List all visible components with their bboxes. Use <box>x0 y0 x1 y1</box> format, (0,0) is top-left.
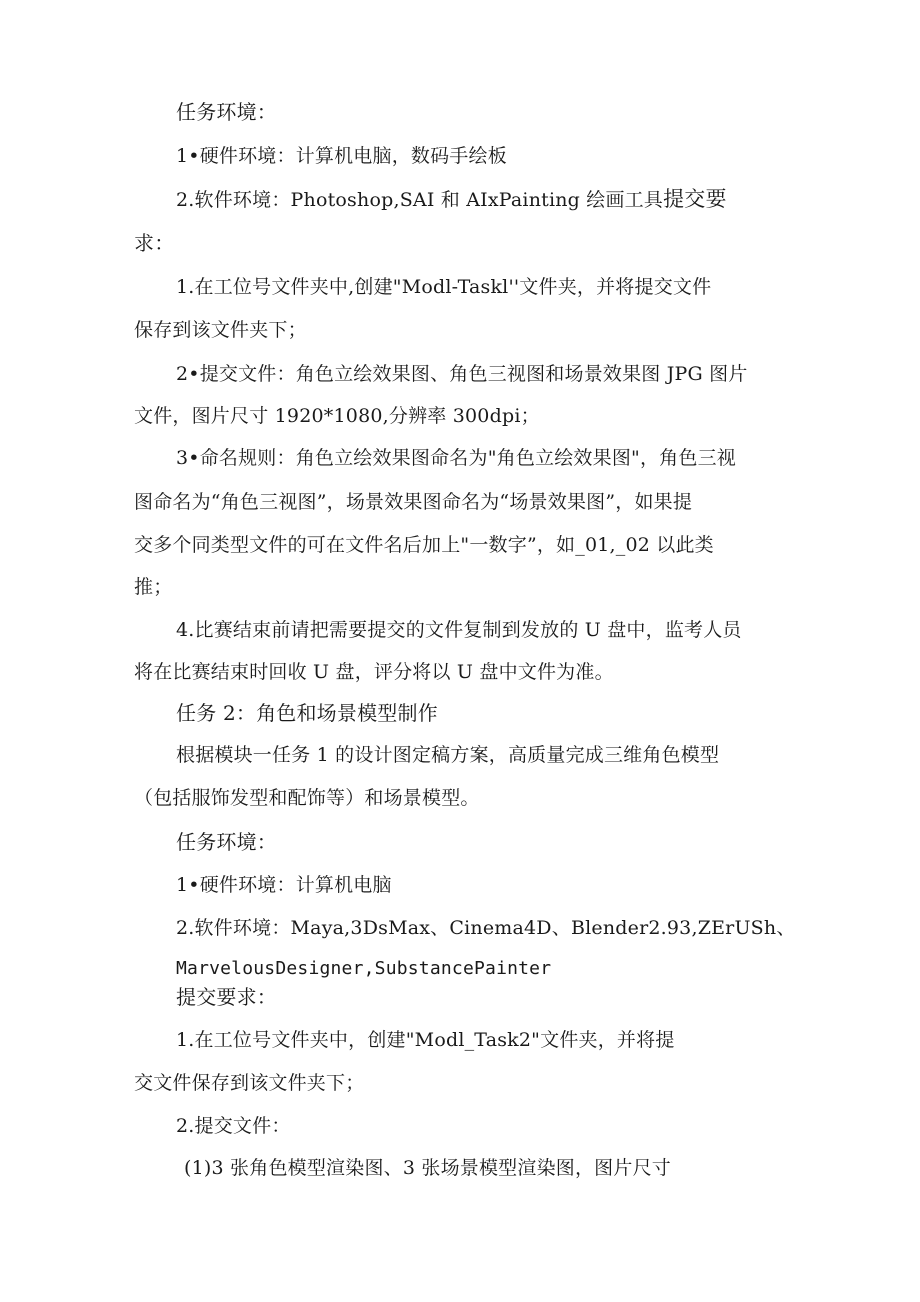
heading-task-environment-2: 任务环境： <box>176 830 277 854</box>
requirement-2-line-2: 文件，图片尺寸 1920*1080,分辨率 300dpi； <box>134 405 540 427</box>
software-environment-2-line-1: 2.软件环境：Maya,3DsMax、Cinema4D、Blender2.93,ZErUSh、 <box>176 917 796 939</box>
task-2-requirement-2: 2.提交文件： <box>176 1115 291 1137</box>
requirement-2-line-1: 2•提交文件：角色立绘效果图、角色三视图和场景效果图 JPG 图片 <box>176 363 748 385</box>
task-2-requirement-2-item-1: (1)3 张角色模型渲染图、3 张场景模型渲染图，图片尺寸 <box>184 1157 671 1179</box>
software-environment-2-line-2: MarvelousDesigner,SubstancePainter <box>176 958 552 979</box>
requirement-3-line-1: 3•命名规则：角色立绘效果图命名为"角色立绘效果图"，角色三视 <box>176 447 736 469</box>
submit-requirements-heading-2: 提交要求： <box>176 985 277 1009</box>
task-2-requirement-1-line-1: 1.在工位号文件夹中，创建"Modl_Task2"文件夹，并将提 <box>176 1029 675 1051</box>
submit-requirements-heading-part2: 求： <box>134 231 175 255</box>
task-2-description-line-1: 根据模块一任务 1 的设计图定稿方案，高质量完成三维角色模型 <box>176 744 720 766</box>
requirement-1-line-1: 1.在工位号文件夹中,创建"Modl-Taskl''文件夹，并将提交文件 <box>176 276 712 298</box>
hardware-environment-2: 1•硬件环境：计算机电脑 <box>176 874 392 896</box>
requirement-3-line-4: 推； <box>134 576 173 598</box>
requirement-3-line-2: 图命名为“角色三视图”，场景效果图命名为“场景效果图”，如果提 <box>134 491 693 513</box>
heading-task-environment-1: 任务环境： <box>176 100 277 124</box>
hardware-environment-1: 1•硬件环境：计算机电脑，数码手绘板 <box>176 145 507 167</box>
requirement-4-line-2: 将在比赛结束时回收 U 盘，评分将以 U 盘中文件为准。 <box>134 661 614 683</box>
task-2-title: 任务 2：角色和场景模型制作 <box>176 701 438 725</box>
submit-requirements-heading-part1: 提交要 <box>663 187 727 211</box>
requirement-1-line-2: 保存到该文件夹下； <box>134 319 307 341</box>
requirement-4-line-1: 4.比赛结束前请把需要提交的文件复制到发放的 U 盘中，监考人员 <box>176 619 742 641</box>
task-2-description-line-2: （包括服饰发型和配饰等）和场景模型。 <box>134 787 480 809</box>
software-environment-1 <box>176 187 727 212</box>
software-environment-1-text: 2.软件环境：Photoshop,SAI 和 AIxPainting 绘画工具 <box>176 189 664 211</box>
requirement-3-line-3: 交多个同类型文件的可在文件名后加上"一数字”，如_01,_02 以此类 <box>134 534 714 556</box>
task-2-requirement-1-line-2: 交文件保存到该文件夹下； <box>134 1072 365 1094</box>
